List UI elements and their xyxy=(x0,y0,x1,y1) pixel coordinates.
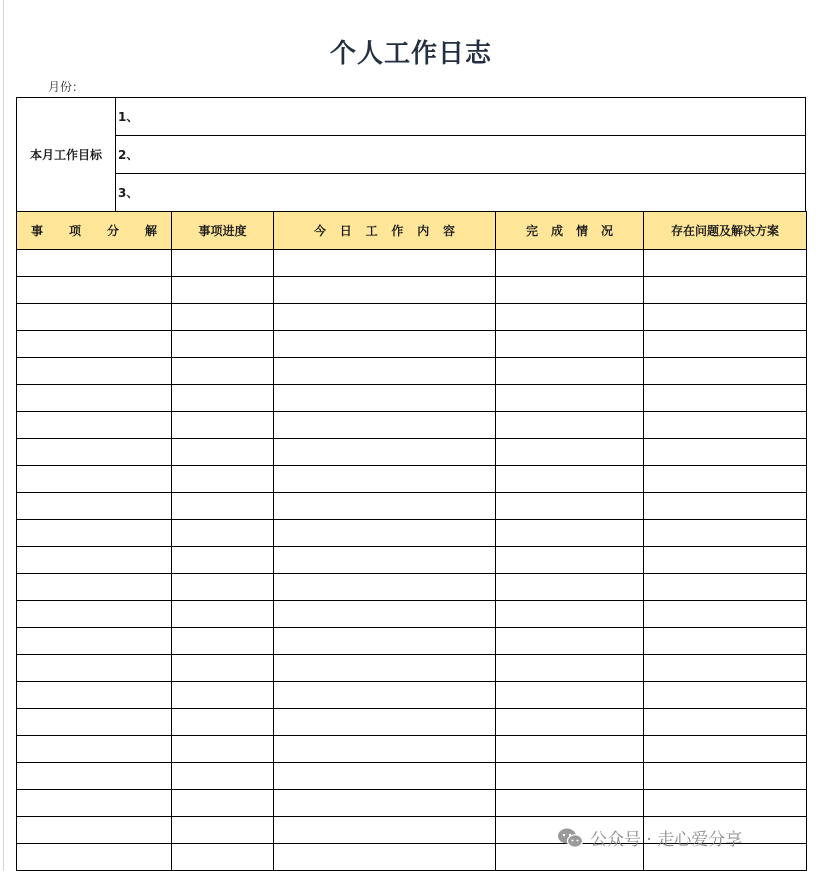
log-cell[interactable] xyxy=(274,439,496,466)
log-row xyxy=(17,601,807,628)
log-cell[interactable] xyxy=(644,493,807,520)
log-cell[interactable] xyxy=(496,574,644,601)
log-cell[interactable] xyxy=(644,304,807,331)
log-cell[interactable] xyxy=(644,250,807,277)
log-cell[interactable] xyxy=(644,520,807,547)
log-cell[interactable] xyxy=(496,709,644,736)
header-completion-char: 情 xyxy=(575,224,588,238)
log-cell[interactable] xyxy=(644,466,807,493)
header-today-work-char: 工 xyxy=(365,224,378,238)
log-row xyxy=(17,763,807,790)
log-row xyxy=(17,331,807,358)
log-cell[interactable] xyxy=(644,412,807,439)
log-row xyxy=(17,628,807,655)
log-cell[interactable] xyxy=(496,547,644,574)
log-cell[interactable] xyxy=(496,493,644,520)
log-cell[interactable] xyxy=(644,574,807,601)
log-row xyxy=(17,385,807,412)
log-cell[interactable] xyxy=(274,520,496,547)
header-task-breakdown-char: 分 xyxy=(106,224,119,238)
log-cell[interactable] xyxy=(17,655,172,682)
log-cell[interactable] xyxy=(496,304,644,331)
log-cell[interactable] xyxy=(496,277,644,304)
page-title: 个人工作日志 xyxy=(329,39,492,69)
log-row xyxy=(17,574,807,601)
log-cell[interactable] xyxy=(644,547,807,574)
header-task-breakdown xyxy=(17,212,172,250)
log-cell[interactable] xyxy=(17,763,172,790)
log-header-row xyxy=(17,212,807,250)
log-cell[interactable] xyxy=(274,331,496,358)
header-task-progress: 事项进度 xyxy=(172,212,274,250)
log-cell[interactable] xyxy=(496,358,644,385)
log-cell[interactable] xyxy=(17,709,172,736)
log-cell[interactable] xyxy=(644,439,807,466)
log-cell[interactable] xyxy=(172,790,274,817)
log-cell[interactable] xyxy=(644,331,807,358)
header-issues-solutions: 存在问题及解决方案 xyxy=(644,212,807,250)
month-label: 月份： xyxy=(48,80,85,94)
log-cell[interactable] xyxy=(172,250,274,277)
log-cell[interactable] xyxy=(17,547,172,574)
log-cell[interactable] xyxy=(17,493,172,520)
log-cell[interactable] xyxy=(17,628,172,655)
log-cell[interactable] xyxy=(172,763,274,790)
header-completion-status xyxy=(496,212,644,250)
log-cell[interactable] xyxy=(644,628,807,655)
log-cell[interactable] xyxy=(274,358,496,385)
log-cell[interactable] xyxy=(17,250,172,277)
log-cell[interactable] xyxy=(17,844,172,871)
log-row xyxy=(17,736,807,763)
log-row xyxy=(17,790,807,817)
log-cell[interactable] xyxy=(17,601,172,628)
log-cell[interactable] xyxy=(172,817,274,844)
log-cell[interactable] xyxy=(496,439,644,466)
log-cell[interactable] xyxy=(496,628,644,655)
log-cell[interactable] xyxy=(172,358,274,385)
log-cell[interactable] xyxy=(644,601,807,628)
log-row xyxy=(17,493,807,520)
header-today-work-char: 今 xyxy=(314,224,327,238)
log-cell[interactable] xyxy=(274,412,496,439)
log-cell[interactable] xyxy=(496,736,644,763)
log-cell[interactable] xyxy=(644,790,807,817)
log-cell[interactable] xyxy=(274,682,496,709)
log-cell[interactable] xyxy=(496,763,644,790)
log-cell[interactable] xyxy=(274,385,496,412)
log-body xyxy=(17,250,807,871)
log-cell[interactable] xyxy=(17,520,172,547)
log-cell[interactable] xyxy=(274,547,496,574)
log-cell[interactable] xyxy=(274,763,496,790)
log-cell[interactable] xyxy=(17,466,172,493)
log-cell[interactable] xyxy=(17,736,172,763)
log-row xyxy=(17,520,807,547)
log-row xyxy=(17,358,807,385)
log-cell[interactable] xyxy=(496,601,644,628)
log-cell[interactable] xyxy=(274,250,496,277)
watermark-text: 公众号 · 走心爱分享 xyxy=(590,830,743,850)
log-cell[interactable] xyxy=(644,709,807,736)
header-today-work-char: 容 xyxy=(442,224,455,238)
log-cell[interactable] xyxy=(17,682,172,709)
log-cell[interactable] xyxy=(644,358,807,385)
log-cell[interactable] xyxy=(496,655,644,682)
wechat-icon xyxy=(556,827,584,849)
goal-row-2[interactable]: 2、 xyxy=(116,136,806,174)
goal-row-3[interactable]: 3、 xyxy=(116,174,806,212)
log-cell[interactable] xyxy=(274,790,496,817)
log-cell[interactable] xyxy=(172,844,274,871)
log-cell[interactable] xyxy=(496,466,644,493)
log-cell[interactable] xyxy=(274,655,496,682)
header-today-work-char: 日 xyxy=(339,224,352,238)
log-cell[interactable] xyxy=(17,331,172,358)
log-cell[interactable] xyxy=(274,601,496,628)
log-cell[interactable] xyxy=(17,277,172,304)
log-row xyxy=(17,250,807,277)
log-row xyxy=(17,547,807,574)
log-cell[interactable] xyxy=(172,682,274,709)
log-cell[interactable] xyxy=(274,493,496,520)
log-cell[interactable] xyxy=(274,709,496,736)
log-cell[interactable] xyxy=(496,520,644,547)
log-cell[interactable] xyxy=(496,250,644,277)
log-row xyxy=(17,304,807,331)
log-cell[interactable] xyxy=(17,412,172,439)
log-cell[interactable] xyxy=(172,655,274,682)
header-completion-char: 完 xyxy=(526,224,539,238)
monthly-goals-table xyxy=(16,97,806,212)
log-row xyxy=(17,709,807,736)
log-cell[interactable] xyxy=(274,628,496,655)
log-cell[interactable] xyxy=(172,304,274,331)
header-today-work-char: 内 xyxy=(417,224,430,238)
log-cell[interactable] xyxy=(496,385,644,412)
header-today-work-char: 作 xyxy=(391,224,404,238)
log-cell[interactable] xyxy=(172,412,274,439)
log-cell[interactable] xyxy=(496,682,644,709)
log-cell[interactable] xyxy=(172,439,274,466)
log-cell[interactable] xyxy=(172,547,274,574)
log-cell[interactable] xyxy=(274,736,496,763)
log-cell[interactable] xyxy=(274,304,496,331)
log-cell[interactable] xyxy=(17,304,172,331)
header-completion-char: 况 xyxy=(600,224,613,238)
sheet-edge-line xyxy=(3,0,4,871)
log-cell[interactable] xyxy=(274,817,496,844)
log-row xyxy=(17,466,807,493)
log-cell[interactable] xyxy=(644,682,807,709)
header-task-breakdown-char: 解 xyxy=(144,224,157,238)
log-cell[interactable] xyxy=(17,574,172,601)
log-cell[interactable] xyxy=(274,277,496,304)
log-cell[interactable] xyxy=(172,385,274,412)
daily-log-table xyxy=(16,211,807,871)
log-cell[interactable] xyxy=(17,385,172,412)
log-row xyxy=(17,655,807,682)
header-task-breakdown-char: 事 xyxy=(31,224,44,238)
monthly-goals-label: 本月工作目标 xyxy=(17,98,116,212)
log-cell[interactable] xyxy=(644,763,807,790)
log-cell[interactable] xyxy=(172,628,274,655)
log-cell[interactable] xyxy=(172,709,274,736)
log-cell[interactable] xyxy=(644,736,807,763)
header-today-work xyxy=(274,212,496,250)
log-cell[interactable] xyxy=(274,844,496,871)
log-row xyxy=(17,439,807,466)
log-cell[interactable] xyxy=(172,331,274,358)
log-cell[interactable] xyxy=(274,466,496,493)
log-cell[interactable] xyxy=(172,466,274,493)
log-row xyxy=(17,277,807,304)
header-task-breakdown-char: 项 xyxy=(68,224,81,238)
log-cell[interactable] xyxy=(496,790,644,817)
goal-row-1[interactable]: 1、 xyxy=(116,98,806,136)
log-row xyxy=(17,412,807,439)
log-cell[interactable] xyxy=(274,574,496,601)
log-cell[interactable] xyxy=(17,439,172,466)
log-cell[interactable] xyxy=(644,655,807,682)
log-cell[interactable] xyxy=(496,331,644,358)
log-cell[interactable] xyxy=(172,277,274,304)
log-cell[interactable] xyxy=(172,493,274,520)
log-row xyxy=(17,682,807,709)
log-cell[interactable] xyxy=(496,412,644,439)
log-cell[interactable] xyxy=(17,817,172,844)
log-cell[interactable] xyxy=(644,277,807,304)
log-cell[interactable] xyxy=(172,520,274,547)
header-completion-char: 成 xyxy=(550,224,563,238)
watermark xyxy=(556,825,742,850)
log-cell[interactable] xyxy=(17,790,172,817)
log-cell[interactable] xyxy=(172,601,274,628)
log-cell[interactable] xyxy=(17,358,172,385)
log-cell[interactable] xyxy=(644,385,807,412)
log-cell[interactable] xyxy=(172,736,274,763)
log-cell[interactable] xyxy=(172,574,274,601)
